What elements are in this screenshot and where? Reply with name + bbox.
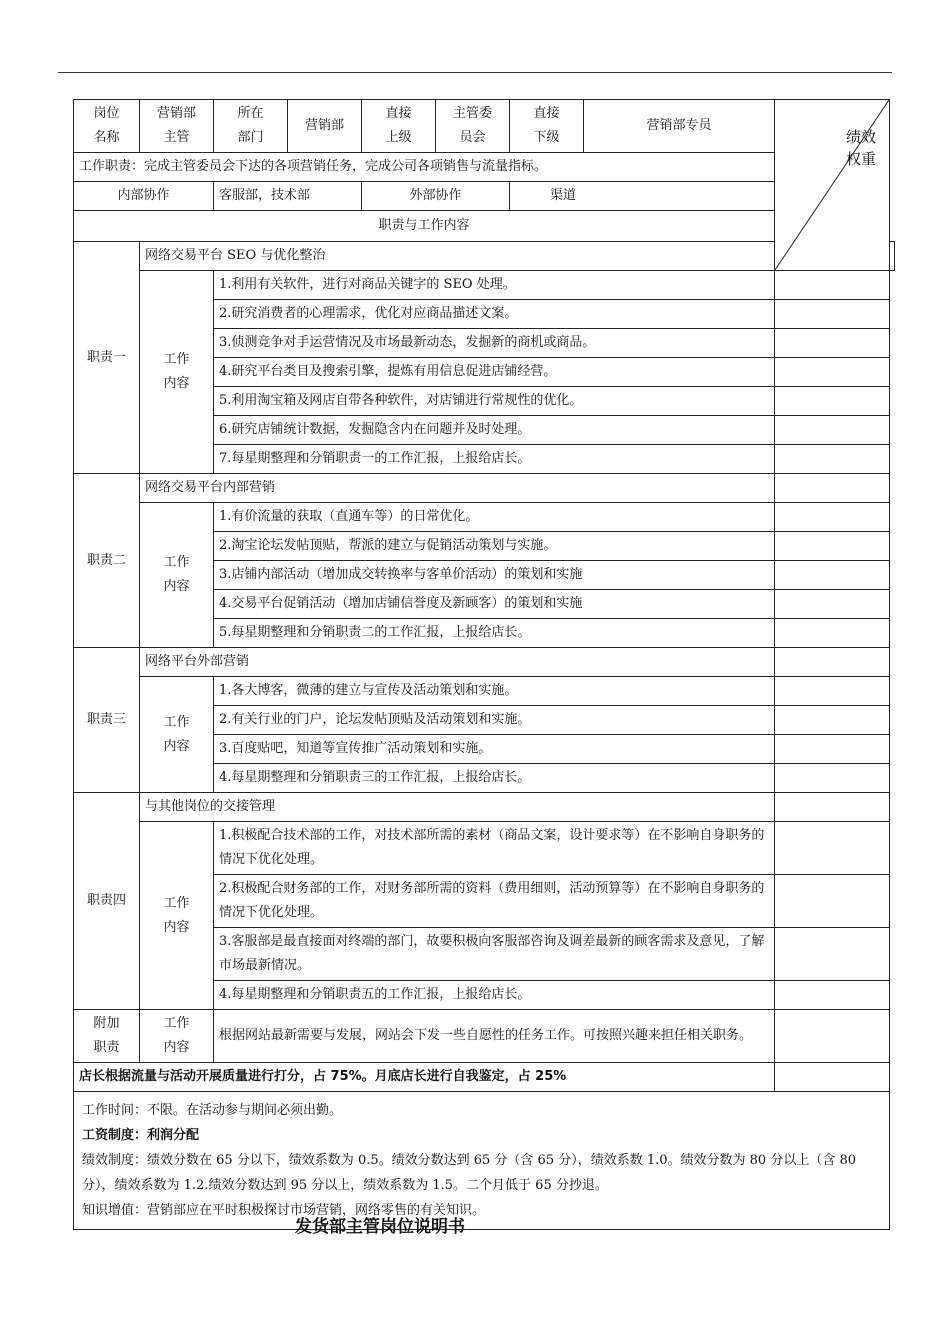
duty-title-row: [74, 793, 895, 822]
weight-cell: [775, 928, 890, 981]
duty-name: 职责二: [74, 474, 140, 648]
cooperation-row: [74, 182, 895, 211]
weight-cell: [775, 677, 890, 706]
duty-title-row: [74, 474, 895, 503]
subordinate-value: 营销部专员: [584, 100, 775, 153]
next-doc-title: 发货部主管岗位说明书: [295, 1217, 465, 1237]
weight-cell: [775, 416, 890, 445]
weight-cell: [775, 532, 890, 561]
weight-cell: [775, 561, 890, 590]
performance-system: 绩效制度：绩效分数在 65 分以下，绩效系数为 0.5。绩效分数达到 65 分（含 65 分），绩效系数 1.0。绩效分数为 80 分以上（含 80 分），绩效系数为 1.2.绩效分数达到 95 分以上，绩效系数为 1.5。二个月低于 65 分抄退。: [82, 1153, 857, 1193]
duty-item: 4.每星期整理和分销职责五的工作汇报，上报给店长。: [214, 981, 775, 1010]
duty-statement: 工作职责：完成主管委员会下达的各项营销任务，完成公司各项销售与流量指标。: [74, 153, 775, 182]
duty-title: 网络交易平台内部营销: [140, 474, 775, 503]
weight-cell: [775, 358, 890, 387]
salary-system: 工资制度：利润分配: [82, 1128, 200, 1143]
extra-duty-text: 根据网站最新需要与发展，网站会下发一些自愿性的任务工作。可按照兴趣来担任相关职务。: [214, 1010, 775, 1063]
duty-title: 网络平台外部营销: [140, 648, 775, 677]
subordinate-label: 直接 下级: [510, 100, 584, 153]
duty-item-row: [74, 271, 895, 300]
duty-item: 3.侦测竞争对手运营情况及市场最新动态，发掘新的商机或商品。: [214, 329, 775, 358]
duty-item: 5.利用淘宝箱及网店自带各种软件，对店铺进行常规性的优化。: [214, 387, 775, 416]
weight-cell: [775, 619, 890, 648]
work-content-label: 工作 内容: [140, 271, 214, 474]
weight-cell: [775, 271, 890, 300]
duty-item: 4.交易平台促销活动（增加店铺信誉度及新顾客）的策划和实施: [214, 590, 775, 619]
header-row: [74, 100, 895, 153]
work-content-label: 工作 内容: [140, 822, 214, 1010]
duty-name: 职责三: [74, 648, 140, 793]
duty-name: 职责一: [74, 242, 140, 474]
duty-item: 2.淘宝论坛发帖顶贴，帮派的建立与促销活动策划与实施。: [214, 532, 775, 561]
footer-row: [74, 1092, 895, 1230]
weight-cell: [775, 503, 890, 532]
duty-item: 2.积极配合财务部的工作，对财务部所需的资料（费用细则，活动预算等）在不影响自身职务的情况下优化处理。: [214, 875, 775, 928]
weight-cell: [775, 590, 890, 619]
weight-label: 绩效 权重: [846, 128, 877, 168]
work-content-label: 工作 内容: [140, 677, 214, 793]
scoring-note: 店长根据流量与活动开展质量进行打分，占 75%。月底店长进行自我鉴定，占 25%: [74, 1063, 775, 1092]
duty-item-row: [74, 677, 895, 706]
weight-cell: [890, 242, 895, 271]
duty-item-row: [74, 503, 895, 532]
weight-cell: [775, 735, 890, 764]
work-time: 工作时间：不限。在活动参与期间必须出勤。: [82, 1103, 343, 1118]
weight-cell: [775, 474, 890, 503]
weight-cell: [775, 875, 890, 928]
top-rule: [58, 72, 892, 73]
dept-label: 所在 部门: [214, 100, 288, 153]
internal-coop-label: 内部协作: [74, 182, 214, 211]
duty-title-row: [74, 648, 895, 677]
external-coop-label: 外部协作: [362, 182, 510, 211]
weight-cell: [775, 981, 890, 1010]
weight-header-cell: [775, 100, 890, 271]
section-title: 职责与工作内容: [74, 211, 775, 242]
duty-item: 3.客服部是最直接面对终端的部门，故要积极向客服部咨询及调差最新的顾客需求及意见，了解市场最新情况。: [214, 928, 775, 981]
duty-item: 2.研究消费者的心理需求，优化对应商品描述文案。: [214, 300, 775, 329]
position-value: 营销部 主管: [140, 100, 214, 153]
duty-item: 7.每星期整理和分销职责一的工作汇报，上报给店长。: [214, 445, 775, 474]
extra-duty-row: [74, 1010, 895, 1063]
duty-item: 6.研究店铺统计数据，发掘隐含内在问题并及时处理。: [214, 416, 775, 445]
work-content-label: 工作 内容: [140, 503, 214, 648]
duty-item: 4.每星期整理和分销职责三的工作汇报，上报给店长。: [214, 764, 775, 793]
weight-cell: [775, 387, 890, 416]
weight-cell: [775, 445, 890, 474]
internal-coop-value: 客服部，技术部: [214, 182, 362, 211]
weight-cell: [775, 329, 890, 358]
job-description-table: [73, 99, 895, 1230]
knowledge: 知识增值：营销部应在平时积极探讨市场营销，网络零售的有关知识。: [82, 1203, 486, 1218]
section-title-row: [74, 211, 895, 242]
duty-item: 5.每星期整理和分销职责二的工作汇报，上报给店长。: [214, 619, 775, 648]
duty-item: 1.各大博客，微薄的建立与宣传及活动策划和实施。: [214, 677, 775, 706]
weight-cell: [775, 822, 890, 875]
scoring-row: [74, 1063, 895, 1092]
weight-cell: [775, 648, 890, 677]
superior-label: 直接 上级: [362, 100, 436, 153]
weight-cell: [775, 1010, 890, 1063]
duty-title: 网络交易平台 SEO 与优化整治: [140, 242, 775, 271]
footer-cell: [74, 1092, 890, 1230]
duty-item: 4.研究平台类目及搜索引擎，提炼有用信息促进店铺经营。: [214, 358, 775, 387]
extra-duty-name: 附加 职责: [74, 1010, 140, 1063]
weight-cell: [775, 300, 890, 329]
duty-title-row: [74, 242, 895, 271]
duty-item: 2.有关行业的门户，论坛发帖顶贴及活动策划和实施。: [214, 706, 775, 735]
weight-cell: [775, 793, 890, 822]
duty-item: 1.积极配合技术部的工作，对技术部所需的素材（商品文案，设计要求等）在不影响自身职务的情况下优化处理。: [214, 822, 775, 875]
extra-work-content-label: 工作 内容: [140, 1010, 214, 1063]
superior-value: 主管委 员会: [436, 100, 510, 153]
duty-item: 1.有价流量的获取（直通车等）的日常优化。: [214, 503, 775, 532]
duty-item-row: [74, 822, 895, 875]
duty-item: 3.百度贴吧，知道等宣传推广活动策划和实施。: [214, 735, 775, 764]
weight-cell: [775, 706, 890, 735]
duty-item: 3.店铺内部活动（增加成交转换率与客单价活动）的策划和实施: [214, 561, 775, 590]
duty-statement-row: [74, 153, 895, 182]
weight-cell: [775, 1063, 890, 1092]
duty-name: 职责四: [74, 793, 140, 1010]
weight-cell: [775, 764, 890, 793]
duty-title: 与其他岗位的交接管理: [140, 793, 775, 822]
external-coop-value: 渠道: [510, 182, 775, 211]
duty-item: 1.利用有关软件，进行对商品关键字的 SEO 处理。: [214, 271, 775, 300]
position-label: 岗位 名称: [74, 100, 140, 153]
dept-value: 营销部: [288, 100, 362, 153]
